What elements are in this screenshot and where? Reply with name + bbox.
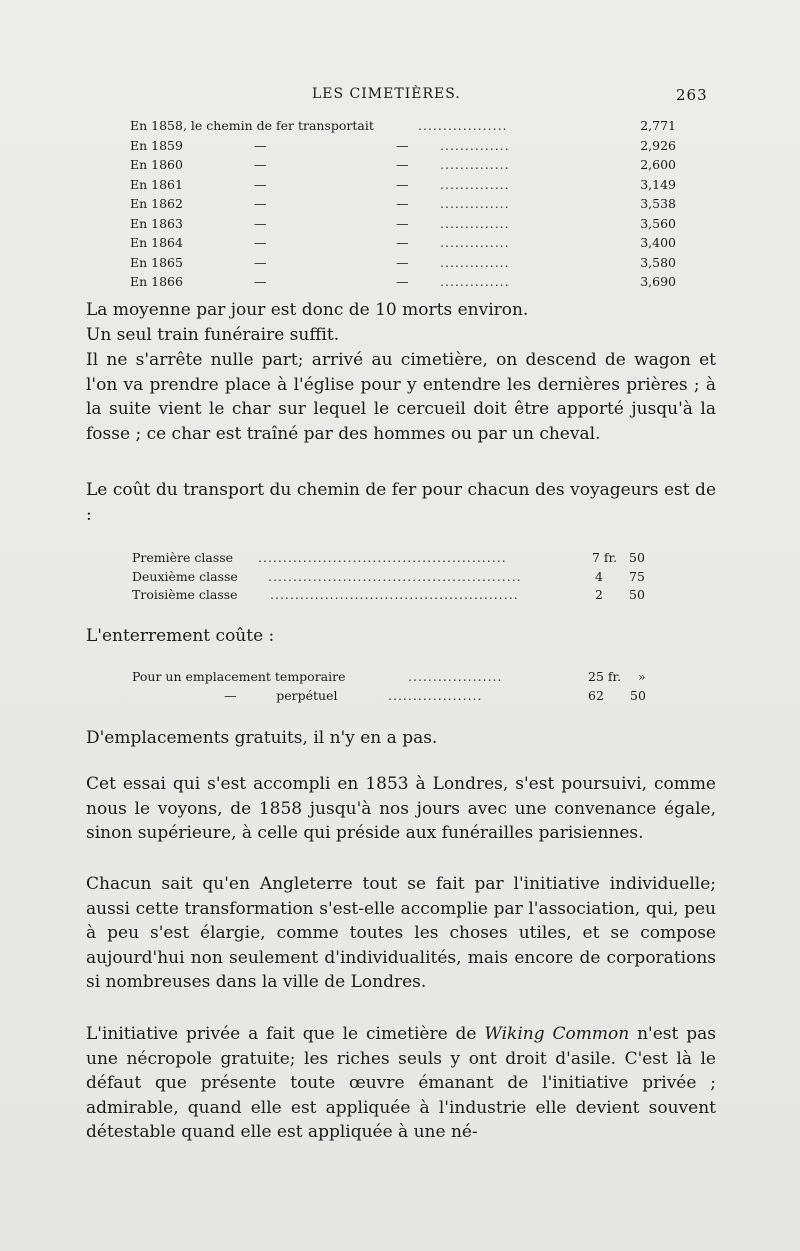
page-number: 263 <box>676 86 708 104</box>
fare-francs: 4 <box>595 568 603 584</box>
fee-row <box>132 668 652 687</box>
ledger-leader-dots: .............. <box>440 137 510 153</box>
ledger-row <box>130 175 710 195</box>
ledger-leader-dots: .............. <box>440 157 510 172</box>
ledger-value: 2,771 <box>640 118 676 133</box>
ledger-leader-dots: .............. <box>440 254 510 270</box>
ledger-year: En 1863 <box>130 215 183 231</box>
ditto-mark: — <box>396 235 409 250</box>
ledger-year: En 1866 <box>130 274 183 289</box>
burial-fee-table <box>132 668 652 705</box>
ledger-row <box>130 136 710 156</box>
ditto-mark: — <box>396 176 409 192</box>
ledger-year: En 1859 <box>130 137 183 153</box>
ledger-first-label: En 1858, le chemin de fer transportait <box>130 118 374 133</box>
fare-row <box>132 586 652 605</box>
paragraph: Il ne s'arrête nulle part; arrivé au cimetière, on descend de wagon et l'on va prendre place à l'église pour y entendre les dernières prières ; à la suite vient le char sur lequel le cercueil doit être apporté jusqu'à la fosse ; ce char est traîné par des hommes ou par un cheval. <box>86 350 716 444</box>
ledger-row <box>130 155 710 175</box>
ledger-year: En 1862 <box>130 196 183 211</box>
leader-dots: ................... <box>388 687 483 703</box>
fare-class-label: Troisième classe <box>132 587 238 602</box>
ditto-mark: — <box>254 137 267 153</box>
paragraph: Chacun sait qu'en Angleterre tout se fait par l'initiative individuelle; aussi cette transformation s'est-elle accomplie par l'association, qui, peu à peu s'est élargie, comme toutes les choses utiles, et se compose aujourd'hui non seulement d'individualités, mais encore de corporations si nombreuses dans la ville de Londres. <box>86 874 716 993</box>
ditto-mark: — <box>254 176 267 192</box>
fee-francs: 25 fr. <box>588 669 622 684</box>
paragraph-text: L'initiative privée a fait que le cimetière de <box>86 1024 485 1044</box>
ledger-value: 3,690 <box>640 274 676 289</box>
fee-centimes: » <box>638 669 646 684</box>
running-header <box>0 86 800 108</box>
fare-centimes: 50 <box>629 587 645 602</box>
fare-class-label: Première classe <box>132 550 234 565</box>
ditto-mark: — <box>254 274 267 289</box>
ledger-value: 3,580 <box>640 254 676 270</box>
ditto-mark: — <box>396 254 409 270</box>
ledger-row <box>130 214 710 234</box>
paragraph: Le coût du transport du chemin de fer pour chacun des voyageurs est de : <box>86 480 716 525</box>
ditto-mark: — <box>396 196 409 211</box>
fare-row <box>132 549 652 568</box>
ledger-row <box>130 272 710 292</box>
leader-dots: ................... <box>408 669 503 684</box>
fare-centimes: 75 <box>629 568 645 584</box>
paragraph: Cet essai qui s'est accompli en 1853 à Londres, s'est poursuivi, comme nous le voyons, de 1858 jusqu'à nos jours avec une convenance égale, sinon supérieure, à celle qui préside aux funérailles parisiennes. <box>86 774 716 844</box>
fare-class-label: Deuxième classe <box>132 568 238 584</box>
ledger-row <box>130 253 710 273</box>
ditto-mark: — <box>254 196 267 211</box>
fare-francs: 7 fr. <box>592 550 618 565</box>
paragraph-text: n'est pas une nécropole gratuite; les riches seuls y ont droit d'asile. C'est là le défaut que présente toute œuvre émanant de l'initiative privée ; admirable, quand elle est appliquée à l'industrie elle devient souvent détestable quand elle est appliquée à une né- <box>86 1024 716 1143</box>
paragraph: Un seul train funéraire suffit. <box>86 325 340 345</box>
ledger-row <box>130 233 710 253</box>
ditto-mark: — <box>396 274 409 289</box>
ledger-leader-dots: .............. <box>440 274 510 289</box>
ledger-value: 3,538 <box>640 196 676 211</box>
ledger-value: 3,149 <box>640 176 676 192</box>
chapter-title: LES CIMETIÈRES. <box>312 86 461 102</box>
ledger-year: En 1864 <box>130 235 183 250</box>
fare-francs: 2 <box>595 587 603 602</box>
ledger-year: En 1861 <box>130 176 183 192</box>
cemetery-name: Wiking Common <box>484 1024 630 1044</box>
ledger-row <box>130 194 710 214</box>
paragraph: La moyenne par jour est donc de 10 morts environ. <box>86 300 529 320</box>
paragraph: D'emplacements gratuits, il n'y en a pas. <box>86 728 438 748</box>
fee-label: — perpétuel <box>224 687 338 703</box>
ditto-mark: — <box>396 137 409 153</box>
class-fare-table <box>132 549 652 605</box>
fee-francs: 62 <box>588 687 604 703</box>
paragraph <box>86 1022 716 1145</box>
fee-centimes: 50 <box>630 687 646 703</box>
ditto-mark: — <box>254 215 267 231</box>
ledger-value: 2,600 <box>640 157 676 172</box>
transport-ledger <box>130 116 710 292</box>
paragraph: L'enterrement coûte : <box>86 626 275 646</box>
ditto-mark: — <box>254 235 267 250</box>
leader-dots: .................................................. <box>258 550 507 565</box>
ledger-leader-dots: .............. <box>440 215 510 231</box>
ledger-leader-dots: .............. <box>440 196 510 211</box>
ledger-value: 2,926 <box>640 137 676 153</box>
fee-row <box>132 687 652 706</box>
ledger-year: En 1865 <box>130 254 183 270</box>
ditto-mark: — <box>254 157 267 172</box>
leader-dots: ................................................... <box>268 568 522 584</box>
fare-centimes: 50 <box>629 550 645 565</box>
ledger-year: En 1860 <box>130 157 183 172</box>
leader-dots: .................................................. <box>270 587 519 602</box>
ledger-leader-dots: .............. <box>440 235 510 250</box>
ledger-value: 3,560 <box>640 215 676 231</box>
ledger-leader-dots: .................. <box>418 118 508 133</box>
ditto-mark: — <box>396 157 409 172</box>
ditto-mark: — <box>396 215 409 231</box>
fare-row <box>132 568 652 587</box>
fee-label: Pour un emplacement temporaire <box>132 669 346 684</box>
ledger-leader-dots: .............. <box>440 176 510 192</box>
ledger-value: 3,400 <box>640 235 676 250</box>
ditto-mark: — <box>254 254 267 270</box>
ledger-row <box>130 116 710 136</box>
